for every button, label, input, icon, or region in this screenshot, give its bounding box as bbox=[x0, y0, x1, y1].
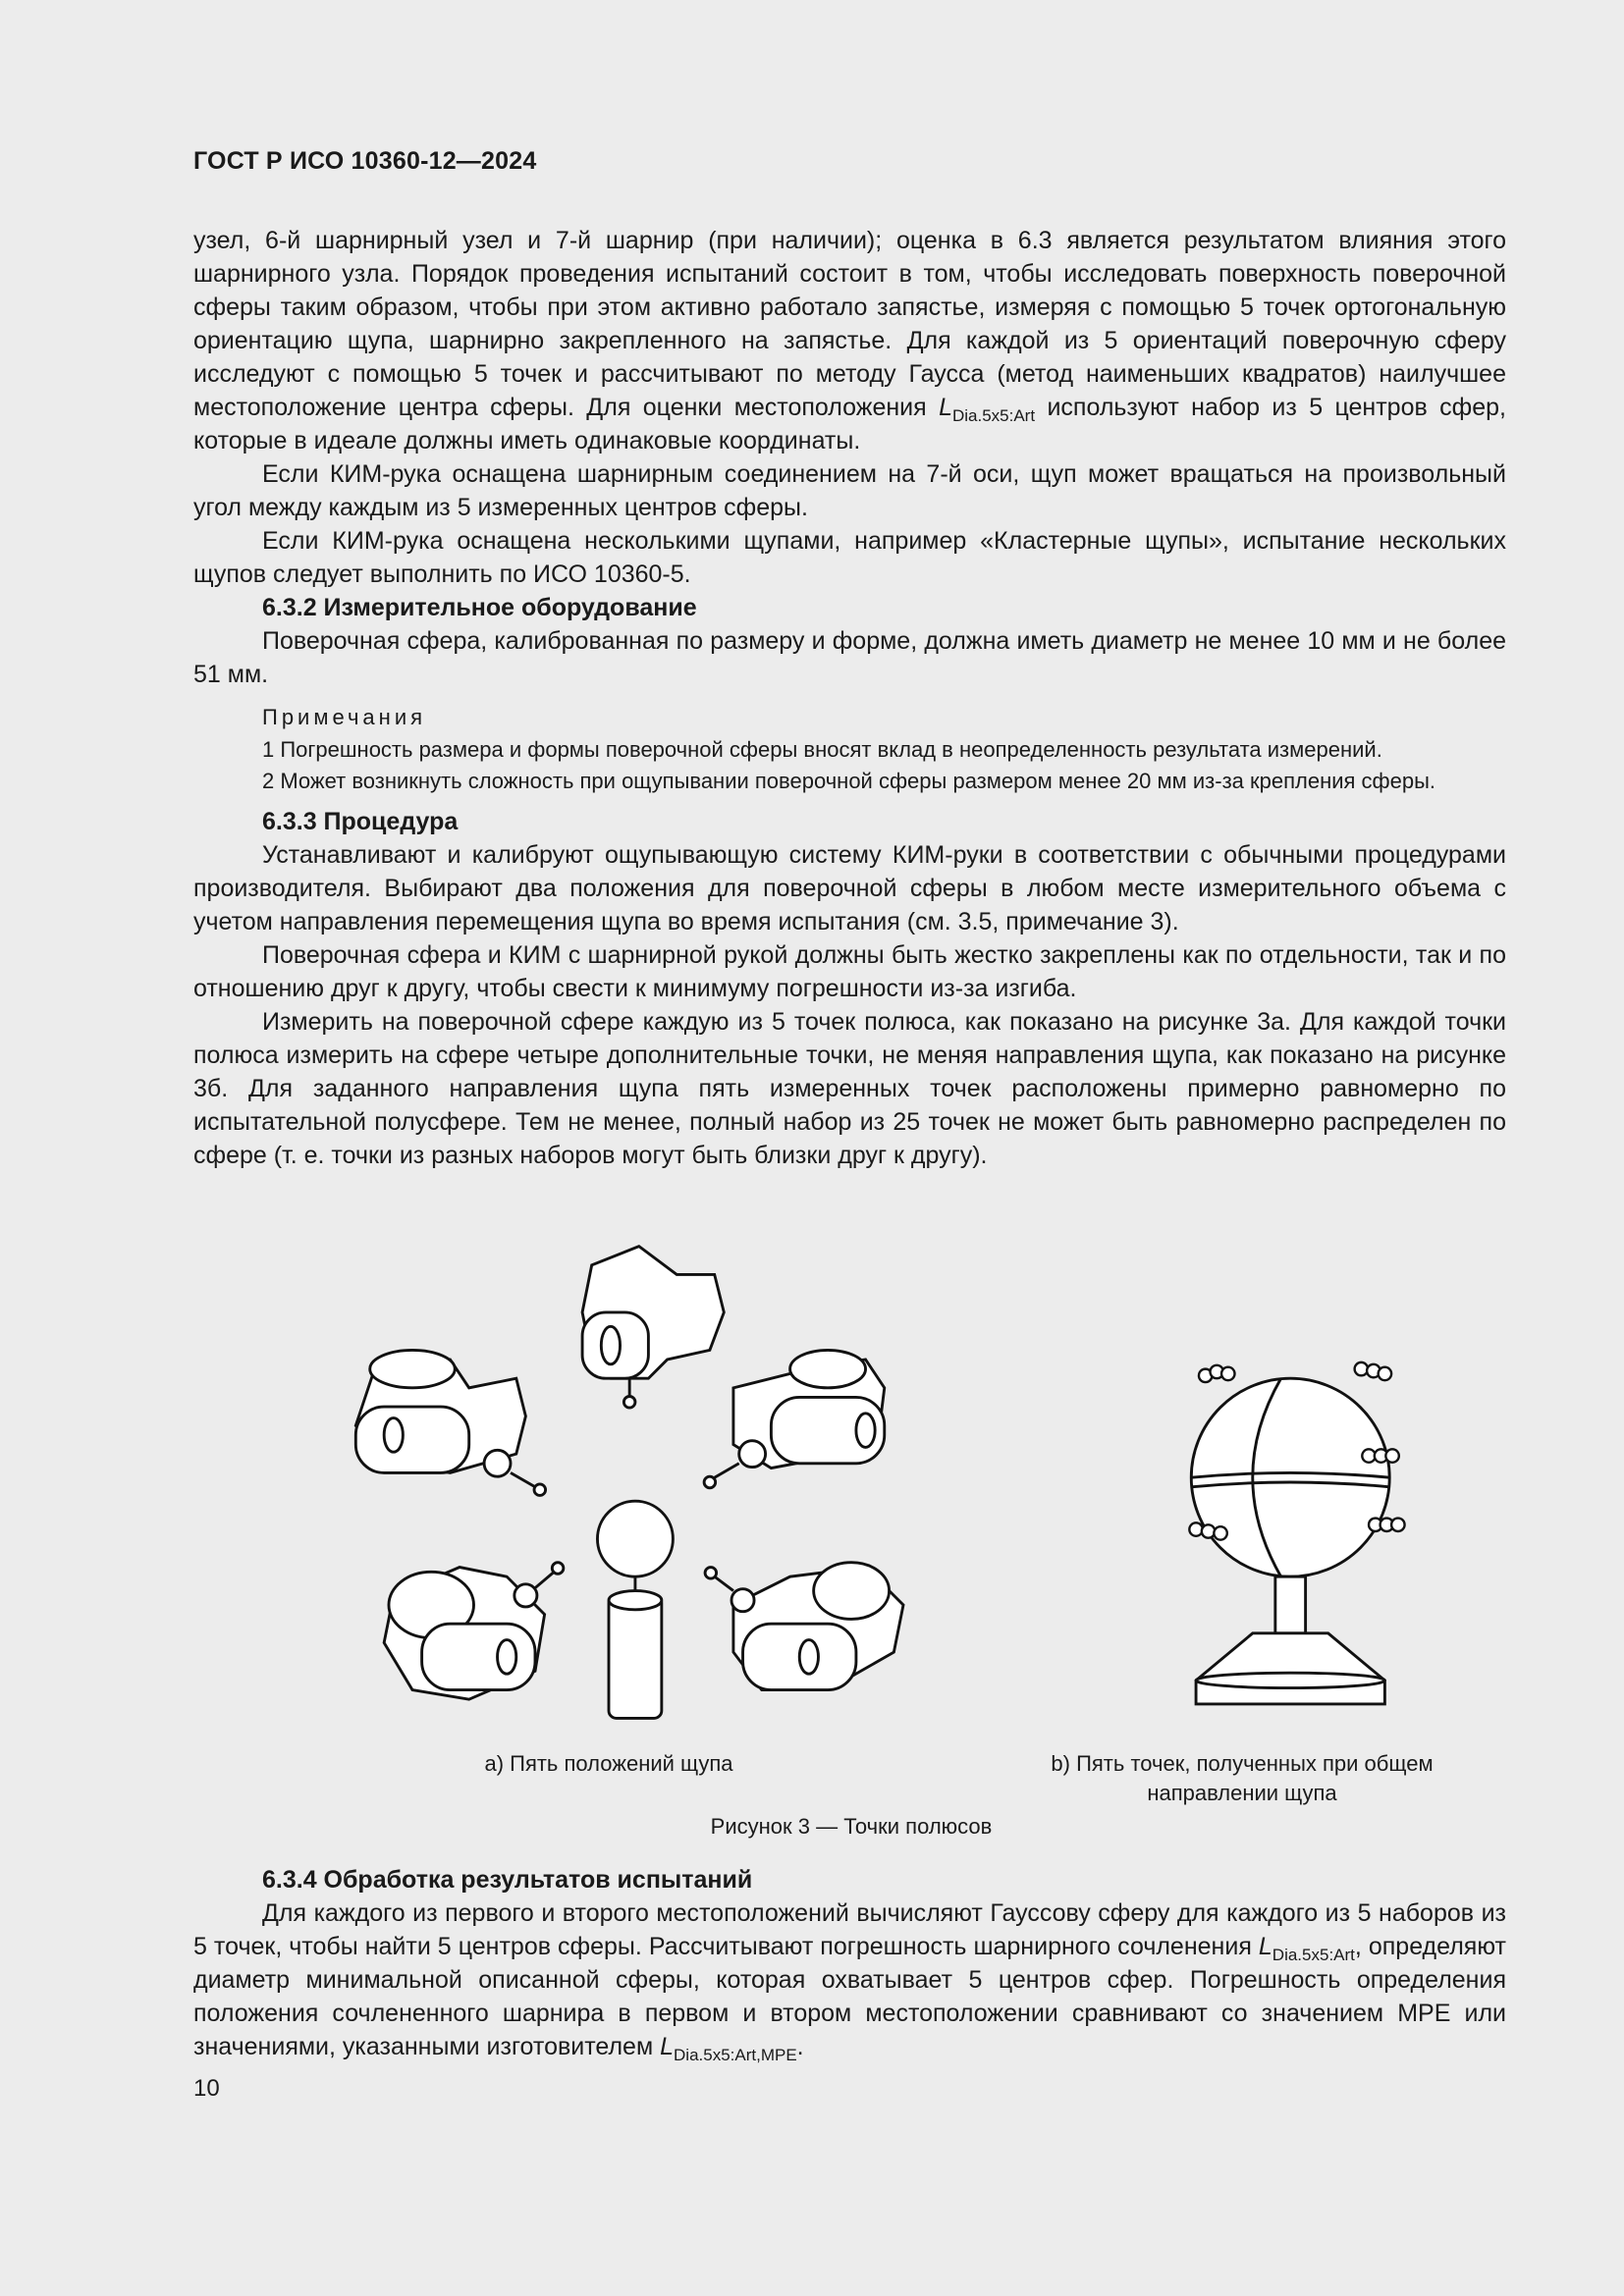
sphere-with-points bbox=[1189, 1362, 1404, 1704]
section-heading: 6.3.3 Процедура bbox=[262, 808, 459, 835]
probe-head-upper-left bbox=[355, 1350, 545, 1495]
figure-title: Рисунок 3 — Точки полюсов bbox=[710, 1814, 993, 1839]
probe-head-lower-right bbox=[705, 1563, 903, 1690]
paragraph: Измерить на поверочной сфере каждую из 5 точек полюса, как показано на рисунке 3а. Для каждой точки полюса измерить на сфере четыре дополнительные точки, не меняя направления щупа, как показано на рисунке 3б. Для заданного направления щупа пять измеренных точек расположены примерно равномерно по испытательной полусфере. Тем не менее, полный набор из 25 точек не может быть равномерно распределен по сфере (т. е. точки из разных наборов могут быть близки друг к другу). bbox=[193, 1008, 1506, 1169]
section-634 bbox=[193, 1863, 1506, 2063]
note-item: 2 Может возникнуть сложность при ощупывании поверочной сферы размером менее 20 мм из-за крепления сферы. bbox=[262, 769, 1436, 793]
figure-caption-b: b) Пять точек, полученных при общем направлении щупа bbox=[1051, 1751, 1434, 1805]
probe-head-lower-left bbox=[384, 1563, 564, 1699]
paragraph: Поверочная сфера и КИМ с шарнирной рукой должны быть жестко закреплены как по отдельности, так и по отношению друг к другу, чтобы свести к минимуму погрешности из-за изгиба. bbox=[193, 941, 1506, 1002]
body-text bbox=[193, 224, 1506, 1172]
paragraph: Устанавливают и калибруют ощупывающую систему КИМ-руки в соответствии с обычными процедурами производителя. Выбирают два положения для поверочной сферы в любом месте измерительного объема с учетом направления перемещения щупа во время испытания (см. 3.5, примечание 3). bbox=[193, 841, 1506, 935]
document-header: ГОСТ Р ИСО 10360-12—2024 bbox=[193, 147, 537, 175]
calibration-sphere bbox=[597, 1501, 673, 1576]
probe-head-upper-right bbox=[704, 1350, 885, 1487]
section-heading: 6.3.2 Измерительное оборудование bbox=[262, 594, 697, 621]
paragraph: Если КИМ-рука оснащена шарнирным соединением на 7-й оси, щуп может вращаться на произвольный угол между каждым из 5 измеренных центров сферы. bbox=[193, 460, 1506, 521]
section-heading: 6.3.4 Обработка результатов испытаний bbox=[262, 1866, 753, 1894]
paragraph: Поверочная сфера, калиброванная по размеру и форме, должна иметь диаметр не менее 10 мм и не более 51 мм. bbox=[193, 627, 1506, 688]
probe-head-top bbox=[582, 1247, 724, 1408]
page-number: 10 bbox=[193, 2075, 220, 2102]
paragraph: Если КИМ-рука оснащена несколькими щупами, например «Кластерные щупы», испытание нескольких щупов следует выполнить по ИСО 10360-5. bbox=[193, 527, 1506, 588]
figure-3 bbox=[314, 1237, 1492, 1728]
paragraph: Для каждого из первого и второго местоположений вычисляют Гауссову сферу для каждого из 5 наборов из 5 точек, чтобы найти 5 центров сферы. Рассчитывают погрешность шарнирного сочленения $L_{Dia.5x5:Art}$, определяют диаметр минимальной описанной сферы, которая охватывает 5 центров сфер. Погрешность определения положения сочлененного шарнира в первом и втором местоположении сравнивают со значением MPE или значениями, указанными изготовителем $L_{Dia.5x5:Art,MPE}$. bbox=[193, 1899, 1506, 2064]
note-item: 1 Погрешность размера и формы поверочной сферы вносят вклад в неопределенность результата измерений. bbox=[262, 737, 1382, 762]
paragraph: узел, 6-й шарнирный узел и 7-й шарнир (при наличии); оценка в 6.3 является результатом влияния этого шарнирного узла. Порядок проведения испытаний состоит в том, чтобы исследовать поверхность поверочной сферы таким образом, чтобы при этом активно работало запястье, измеряя с помощью 5 точек ортогональную ориентацию щупа, шарнирно закрепленного на запястье. Для каждой из 5 ориентаций поверочную сферу исследуют с помощью 5 точек и рассчитывают по методу Гаусса (метод наименьших квадратов) наилучшее местоположение центра сферы. Для оценки местоположения $L_{Dia.5x5:Art}$ используют набор из 5 центров сфер, которые в идеале должны иметь одинаковые координаты. bbox=[193, 227, 1506, 454]
figure-caption-a: а) Пять положений щупа bbox=[484, 1751, 733, 1776]
notes-title: Примечания bbox=[262, 705, 427, 729]
